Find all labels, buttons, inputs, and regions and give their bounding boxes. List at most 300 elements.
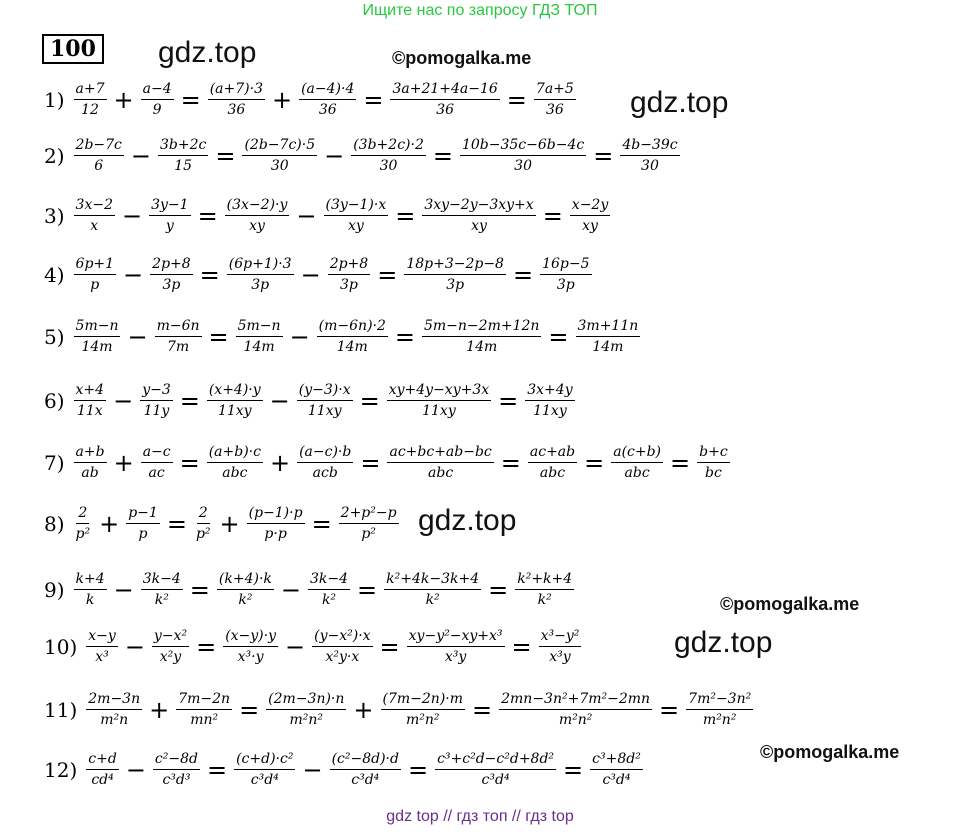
operator: = <box>542 201 563 230</box>
numerator: a−c <box>141 443 173 463</box>
operator: = <box>563 755 584 784</box>
numerator: k+4 <box>74 570 107 590</box>
numerator: k²+k+4 <box>515 570 574 590</box>
denominator: x³y <box>549 649 571 665</box>
denominator: x²y <box>159 649 182 665</box>
denominator: mn² <box>190 712 219 728</box>
numerator: a+7 <box>74 80 107 100</box>
denominator: x³·y <box>237 649 264 665</box>
numerator: (c+d)·c² <box>234 750 295 770</box>
fraction <box>266 690 346 729</box>
operator: = <box>488 575 509 604</box>
fraction <box>74 136 124 175</box>
numerator: 2p+8 <box>328 255 371 275</box>
fraction <box>435 750 556 789</box>
fraction <box>460 136 586 175</box>
denominator: ab <box>81 465 99 481</box>
denominator: x³ <box>95 649 109 665</box>
operator: − <box>130 141 151 170</box>
denominator: 12 <box>81 102 99 118</box>
numerator: 3k−4 <box>141 570 183 590</box>
fraction <box>74 80 107 119</box>
numerator: a+b <box>74 443 107 463</box>
operator: = <box>498 386 519 415</box>
numerator: x+4 <box>74 381 107 401</box>
denominator: 11xy <box>217 403 252 419</box>
numerator: (a−c)·b <box>297 443 353 463</box>
operator: = <box>360 448 381 477</box>
denominator: 3p <box>251 277 270 293</box>
operator: + <box>113 85 134 114</box>
numerator: 5m−n <box>236 317 283 337</box>
numerator: p−1 <box>126 504 160 524</box>
operator: − <box>302 755 323 784</box>
equation-row <box>44 627 584 666</box>
operator: = <box>472 695 493 724</box>
denominator: x <box>90 218 99 234</box>
search-banner[interactable]: Ищите нас по запросу ГДЗ ТОП <box>362 2 598 19</box>
operator: − <box>280 575 301 604</box>
numerator: (3b+2c)·2 <box>351 136 426 156</box>
numerator: 3m+11n <box>576 317 641 337</box>
fraction <box>390 80 499 119</box>
operator: = <box>363 85 384 114</box>
equation-number: 5) <box>44 324 65 349</box>
numerator: 4b−39c <box>620 136 679 156</box>
fraction <box>141 570 183 609</box>
denominator: p² <box>75 526 91 542</box>
fraction <box>207 443 263 482</box>
denominator: 30 <box>379 158 398 174</box>
denominator: abc <box>624 465 650 481</box>
numerator: (3x−2)·y <box>225 196 290 216</box>
fraction <box>242 136 317 175</box>
operator: = <box>196 632 217 661</box>
operator: − <box>113 386 134 415</box>
fraction <box>86 690 142 729</box>
operator: = <box>359 386 380 415</box>
denominator: k² <box>154 592 169 608</box>
equation-row <box>44 255 595 294</box>
denominator: m²n² <box>558 712 593 728</box>
operator: = <box>208 322 229 351</box>
fraction <box>422 317 541 356</box>
operator: = <box>432 141 453 170</box>
fraction <box>312 627 372 666</box>
fraction <box>208 80 265 119</box>
operator: − <box>124 632 145 661</box>
operator: − <box>121 201 143 230</box>
numerator: (y−3)·x <box>297 381 353 401</box>
equation-row <box>44 381 578 420</box>
numerator: 7m²−3n² <box>686 690 753 710</box>
operator: = <box>206 755 228 784</box>
numerator: 2p+8 <box>150 255 193 275</box>
fraction <box>387 381 491 420</box>
operator: = <box>189 575 210 604</box>
denominator: abc <box>539 465 566 481</box>
numerator: (x+4)·y <box>207 381 263 401</box>
fraction <box>324 196 389 235</box>
denominator: 36 <box>227 102 246 118</box>
denominator: 36 <box>318 102 337 118</box>
equation-row <box>44 570 577 609</box>
fraction <box>620 136 679 175</box>
denominator: p·p <box>264 526 287 542</box>
operator: + <box>271 85 293 114</box>
numerator: (3y−1)·x <box>324 196 389 216</box>
numerator: m−6n <box>155 317 202 337</box>
denominator: 3p <box>340 277 358 293</box>
denominator: p <box>90 277 100 293</box>
fraction <box>381 690 466 729</box>
numerator: 16p−5 <box>540 255 591 275</box>
operator: = <box>179 448 200 477</box>
operator: − <box>300 260 321 289</box>
operator: = <box>511 632 532 661</box>
fraction <box>140 381 173 420</box>
fraction <box>227 255 294 294</box>
operator: = <box>379 632 400 661</box>
operator: = <box>407 755 429 784</box>
fraction <box>74 443 107 482</box>
denominator: cd⁴ <box>91 772 114 788</box>
equation-number: 11) <box>44 697 78 722</box>
numerator: (a−4)·4 <box>299 80 356 100</box>
fraction <box>407 627 505 666</box>
numerator: (m−6n)·2 <box>317 317 388 337</box>
operator: + <box>269 448 291 477</box>
denominator: c³d⁴ <box>250 772 279 788</box>
numerator: 3y−1 <box>149 196 190 216</box>
fraction <box>74 196 115 235</box>
denominator: p <box>138 526 148 542</box>
watermark-gdz: gdz.top <box>158 36 257 69</box>
fraction <box>590 750 643 789</box>
operator: − <box>113 575 134 604</box>
denominator: bc <box>705 465 722 481</box>
fraction <box>330 750 401 789</box>
numerator: (2m−3n)·n <box>266 690 346 710</box>
numerator: (y−x²)·x <box>312 627 372 647</box>
numerator: 3a+21+4a−16 <box>390 80 499 100</box>
equation-number: 12) <box>44 757 78 782</box>
denominator: p² <box>195 526 211 542</box>
denominator: 30 <box>514 158 532 174</box>
fraction <box>74 504 93 543</box>
fraction <box>339 504 399 543</box>
denominator: p² <box>361 526 376 542</box>
denominator: k <box>85 592 95 608</box>
fraction <box>308 570 350 609</box>
fraction <box>152 627 189 666</box>
numerator: 2b−7c <box>74 136 124 156</box>
denominator: 3p <box>446 277 465 293</box>
operator: = <box>179 386 200 415</box>
denominator: 3p <box>556 277 575 293</box>
denominator: 11x <box>76 403 103 419</box>
denominator: 30 <box>641 158 659 174</box>
fraction <box>611 443 663 482</box>
numerator: (x−y)·y <box>223 627 278 647</box>
operator: + <box>353 695 374 724</box>
operator: − <box>125 755 146 784</box>
numerator: 2m−3n <box>86 690 142 710</box>
operator: = <box>311 509 332 538</box>
denominator: 14m <box>466 339 498 355</box>
operator: = <box>670 448 691 477</box>
numerator: 3xy−2y−3xy+x <box>422 196 535 216</box>
denominator: c³d⁴ <box>351 772 380 788</box>
numerator: x−2y <box>570 196 610 216</box>
denominator: x³y <box>444 649 467 665</box>
watermark-gdz: gdz.top <box>418 504 517 537</box>
fraction <box>499 690 652 729</box>
equation-number: 7) <box>44 450 65 475</box>
fraction <box>422 196 535 235</box>
fraction <box>387 443 493 482</box>
operator: = <box>584 448 605 477</box>
numerator: 18p+3−2p−8 <box>404 255 506 275</box>
denominator: 3p <box>162 277 181 293</box>
denominator: abc <box>428 465 454 481</box>
denominator: m²n² <box>406 712 440 728</box>
denominator: c³d⁴ <box>602 772 631 788</box>
denominator: y <box>165 218 174 234</box>
denominator: abc <box>222 465 248 481</box>
operator: − <box>285 632 306 661</box>
numerator: 3x−2 <box>74 196 115 216</box>
equation-row <box>44 504 402 543</box>
fraction <box>176 690 232 729</box>
fraction <box>74 381 107 420</box>
numerator: 2mn−3n²+7m²−2mn <box>499 690 652 710</box>
fraction <box>697 443 730 482</box>
numerator: c²−8d <box>153 750 200 770</box>
numerator: (a+7)·3 <box>208 80 265 100</box>
fraction <box>155 317 202 356</box>
fraction <box>126 504 160 543</box>
operator: = <box>512 260 534 289</box>
denominator: m²n <box>100 712 129 728</box>
fraction <box>540 255 591 294</box>
denominator: acb <box>312 465 338 481</box>
denominator: c³d³ <box>162 772 191 788</box>
watermark-copyright: ©pomogalka.me <box>760 742 900 762</box>
denominator: 14m <box>592 339 624 355</box>
operator: = <box>593 141 614 170</box>
denominator: 36 <box>436 102 455 118</box>
fraction <box>297 381 353 420</box>
fraction <box>539 627 582 666</box>
operator: = <box>377 260 398 289</box>
denominator: k² <box>537 592 552 608</box>
numerator: xy+4y−xy+3x <box>387 381 491 401</box>
fraction <box>74 255 117 294</box>
denominator: 36 <box>545 102 564 118</box>
fraction <box>141 443 173 482</box>
denominator: 6 <box>94 158 104 174</box>
fraction <box>74 570 107 609</box>
numerator: 5m−n−2m+12n <box>422 317 541 337</box>
operator: = <box>180 85 201 114</box>
numerator: 3k−4 <box>308 570 350 590</box>
numerator: 2 <box>197 504 210 524</box>
fraction <box>153 750 200 789</box>
numerator: b+c <box>697 443 730 463</box>
equation-row <box>44 750 646 789</box>
fraction <box>534 80 576 119</box>
watermark-copyright: ©pomogalka.me <box>392 48 532 68</box>
fraction <box>247 504 305 543</box>
equation-number: 8) <box>44 511 65 536</box>
numerator: ac+ab <box>528 443 577 463</box>
denominator: 7m <box>166 339 190 355</box>
fraction <box>225 196 290 235</box>
fraction <box>576 317 641 356</box>
watermark-copyright: ©pomogalka.me <box>720 594 860 614</box>
watermark-gdz: gdz.top <box>674 626 773 659</box>
numerator: (p−1)·p <box>247 504 305 524</box>
numerator: 7m−2n <box>176 690 232 710</box>
numerator: 10b−35c−6b−4c <box>460 136 586 156</box>
fraction <box>217 570 274 609</box>
fraction <box>86 750 119 789</box>
numerator: 6p+1 <box>74 255 117 275</box>
fraction <box>299 80 356 119</box>
denominator: x²y·x <box>325 649 360 665</box>
fraction <box>297 443 353 482</box>
operator: − <box>127 322 148 351</box>
equation-number: 3) <box>44 203 65 228</box>
operator: = <box>395 201 416 230</box>
operator: = <box>166 509 187 538</box>
equation-row <box>44 80 579 119</box>
operator: − <box>269 386 290 415</box>
operator: + <box>219 509 240 538</box>
watermark-gdz: gdz.top <box>630 86 729 119</box>
fraction <box>404 255 506 294</box>
fraction <box>328 255 371 294</box>
numerator: c³+8d² <box>590 750 643 770</box>
denominator: xy <box>582 218 598 234</box>
denominator: k² <box>238 592 253 608</box>
numerator: c+d <box>86 750 119 770</box>
fraction <box>141 80 174 119</box>
operator: = <box>199 260 220 289</box>
denominator: 9 <box>152 102 162 118</box>
denominator: ac <box>148 465 165 481</box>
fraction <box>207 381 263 420</box>
equation-number: 10) <box>44 634 78 659</box>
denominator: 11xy <box>422 403 456 419</box>
denominator: 14m <box>243 339 275 355</box>
footer-links[interactable]: gdz top // гдз топ // гдз top <box>386 808 574 825</box>
denominator: m²n² <box>289 712 324 728</box>
numerator: xy−y²−xy+x³ <box>407 627 505 647</box>
fraction <box>86 627 118 666</box>
numerator: 2+p²−p <box>339 504 399 524</box>
equation-row <box>44 317 643 356</box>
numerator: c³+c²d−c²d+8d² <box>435 750 556 770</box>
denominator: xy <box>347 218 364 234</box>
numerator: y−x² <box>152 627 189 647</box>
operator: − <box>324 141 345 170</box>
task-number: 100 <box>42 34 104 64</box>
equation-row <box>44 690 756 729</box>
operator: + <box>113 448 134 477</box>
denominator: 11xy <box>307 403 342 419</box>
denominator: m²n² <box>702 712 737 728</box>
denominator: k² <box>425 592 440 608</box>
equation-row <box>44 136 683 175</box>
equation-number: 4) <box>44 262 65 287</box>
fraction <box>351 136 426 175</box>
numerator: x−y <box>86 627 118 647</box>
numerator: 7a+5 <box>534 80 576 100</box>
equation-row <box>44 196 613 235</box>
fraction <box>194 504 213 543</box>
denominator: c³d⁴ <box>481 772 510 788</box>
denominator: 11y <box>143 403 170 419</box>
numerator: a(c+b) <box>611 443 663 463</box>
fraction <box>570 196 610 235</box>
operator: = <box>500 448 521 477</box>
operator: = <box>659 695 680 724</box>
fraction <box>223 627 278 666</box>
fraction <box>149 196 190 235</box>
numerator: (c²−8d)·d <box>330 750 401 770</box>
fraction <box>317 317 388 356</box>
numerator: k²+4k−3k+4 <box>384 570 481 590</box>
denominator: k² <box>321 592 337 608</box>
fraction <box>515 570 574 609</box>
operator: − <box>296 201 317 230</box>
numerator: 2 <box>76 504 89 524</box>
equation-number: 2) <box>44 143 65 168</box>
operator: + <box>99 509 120 538</box>
fraction <box>158 136 208 175</box>
equation-number: 1) <box>44 87 65 112</box>
operator: = <box>506 85 527 114</box>
denominator: xy <box>249 218 265 234</box>
numerator: 3x+4y <box>525 381 574 401</box>
fraction <box>236 317 283 356</box>
numerator: (a+b)·c <box>207 443 263 463</box>
numerator: (k+4)·k <box>217 570 274 590</box>
fraction <box>384 570 481 609</box>
numerator: 3b+2c <box>158 136 208 156</box>
fraction <box>234 750 295 789</box>
equation-number: 9) <box>44 577 65 602</box>
denominator: 15 <box>174 158 193 174</box>
numerator: (6p+1)·3 <box>227 255 294 275</box>
operator: + <box>149 695 170 724</box>
operator: − <box>123 260 144 289</box>
numerator: a−4 <box>141 80 174 100</box>
numerator: (7m−2n)·m <box>381 690 466 710</box>
fraction <box>74 317 121 356</box>
equation-row <box>44 443 733 482</box>
numerator: y−3 <box>140 381 173 401</box>
operator: = <box>197 201 218 230</box>
operator: = <box>215 141 236 170</box>
denominator: 14m <box>336 339 368 355</box>
denominator: xy <box>471 218 487 234</box>
operator: = <box>239 695 260 724</box>
denominator: 30 <box>270 158 289 174</box>
operator: − <box>289 322 310 351</box>
